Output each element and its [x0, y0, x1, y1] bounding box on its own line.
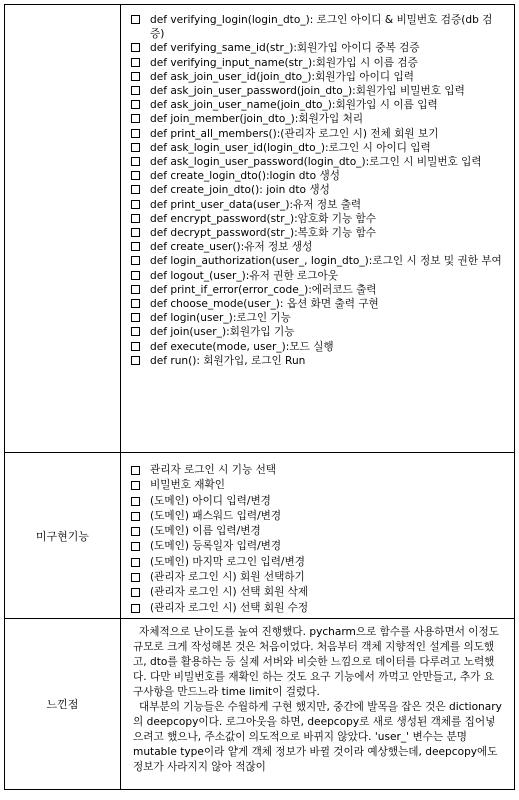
todo-item-text: (도메인) 마지막 로그인 입력/변경 — [150, 555, 305, 568]
impressions-row — [5, 619, 515, 790]
todo-item-text: (관리자 로그인 시) 선택 회원 수정 — [150, 601, 309, 614]
unimplemented-cell — [121, 453, 515, 619]
function-item-text: def join_member(join_dto_):회원가입 처리 — [150, 113, 364, 126]
checkbox-icon[interactable] — [131, 573, 140, 582]
todo-item-text: (도메인) 아이디 입력/변경 — [150, 494, 271, 507]
implemented-label — [5, 5, 121, 453]
function-item-text: def verifying_same_id(str_):회원가입 아이디 중복 검증 — [150, 42, 420, 55]
checkbox-icon[interactable] — [131, 200, 140, 209]
todo-item — [131, 601, 506, 616]
function-item-text: def decrypt_password(str_):복호화 기능 함수 — [150, 227, 377, 240]
function-item-text: def create_join_dto(): join dto 생성 — [150, 184, 330, 197]
todo-item — [131, 478, 506, 493]
function-item-text: def verifying_input_name(str_):회원가입 시 이름 검증 — [150, 56, 418, 69]
function-item-text: def login_authorization(user_, login_dto_):로그인 시 정보 및 권한 부여 — [150, 255, 502, 268]
todo-item — [131, 524, 506, 539]
checkbox-icon[interactable] — [131, 558, 140, 567]
function-item — [131, 141, 506, 155]
function-item — [131, 169, 506, 183]
function-item — [131, 283, 506, 297]
function-item-text: def ask_join_user_name(join_dto_):회원가입 시 이름 입력 — [150, 99, 438, 112]
todo-item-text: 비밀번호 재확인 — [150, 479, 226, 492]
checkbox-icon[interactable] — [131, 185, 140, 194]
checkbox-icon[interactable] — [131, 356, 140, 365]
function-item-text: def logout_(user_):유저 권한 로그아웃 — [150, 269, 338, 282]
todo-item — [131, 539, 506, 554]
checkbox-icon[interactable] — [131, 604, 140, 613]
todo-item — [131, 570, 506, 585]
function-item-text: def ask_join_user_password(join_dto_):회원가입 비밀번호 입력 — [150, 85, 465, 98]
implemented-function-list — [121, 5, 514, 368]
checkbox-icon[interactable] — [131, 512, 140, 521]
checkbox-icon[interactable] — [131, 242, 140, 251]
todo-item — [131, 555, 506, 570]
function-item — [131, 56, 506, 70]
function-item-text: def ask_login_user_id(login_dto_):로그인 시 아이디 입력 — [150, 141, 431, 154]
unimplemented-row — [5, 453, 515, 619]
function-item — [131, 155, 506, 169]
function-item — [131, 98, 506, 112]
impressions-paragraph: 대부분의 기능들은 수월하게 구현 했지만, 중간에 발목을 잡은 것은 dictionary의 deepcopy이다. 로그아웃을 하면, deepcopy로 새로 생성된 객체를 집어넣으려고 했으나, 주소값이 의도적으로 바뀌지 않았다. 'user_' 변수는 분명 mutable type이라 얕게 객체 정보가 바뀔 것이라 예상했는데, deepcopy에도 정보가 사라지지 않아 적잖이 — [133, 701, 502, 773]
function-item — [131, 127, 506, 141]
todo-item-text: (관리자 로그인 시) 선택 회원 삭제 — [150, 586, 309, 599]
function-item — [131, 198, 506, 212]
function-item — [131, 254, 506, 268]
function-item-text: def login(user_):로그인 기능 — [150, 312, 291, 325]
function-item — [131, 297, 506, 311]
function-item-text: def ask_login_user_password(login_dto_):로그인 시 비밀번호 입력 — [150, 156, 482, 169]
checkbox-icon[interactable] — [131, 313, 140, 322]
todo-item — [131, 494, 506, 509]
function-item — [131, 354, 506, 368]
implemented-cell — [121, 5, 515, 453]
function-item — [131, 13, 506, 41]
function-item — [131, 41, 506, 55]
function-item — [131, 311, 506, 325]
unimplemented-label: 미구현기능 — [5, 453, 121, 619]
checkbox-icon[interactable] — [131, 542, 140, 551]
function-item-text: def encrypt_password(str_):암호화 기능 함수 — [150, 212, 377, 225]
checkbox-icon[interactable] — [131, 214, 140, 223]
function-item — [131, 70, 506, 84]
checkbox-icon[interactable] — [131, 481, 140, 490]
function-item — [131, 340, 506, 354]
impressions-cell — [121, 619, 515, 790]
implemented-row — [5, 5, 515, 453]
checkbox-icon[interactable] — [131, 342, 140, 351]
todo-item-text: (도메인) 패스워드 입력/변경 — [150, 509, 282, 522]
function-item-text: def create_login_dto():login dto 생성 — [150, 170, 340, 183]
unimplemented-feature-list — [121, 453, 514, 616]
checkbox-icon[interactable] — [131, 171, 140, 180]
todo-item-text: (관리자 로그인 시) 회원 선택하기 — [150, 571, 305, 584]
todo-item — [131, 463, 506, 478]
checkbox-icon[interactable] — [131, 497, 140, 506]
function-item-text: def execute(mode, user_):모드 실행 — [150, 340, 334, 353]
impressions-text — [121, 619, 514, 775]
checkbox-icon[interactable] — [131, 588, 140, 597]
function-item — [131, 325, 506, 339]
function-item — [131, 84, 506, 98]
checkbox-icon[interactable] — [131, 114, 140, 123]
function-item — [131, 226, 506, 240]
checkbox-icon[interactable] — [131, 129, 140, 138]
function-item-text: def verifying_login(login_dto_): 로그인 아이디 & 비밀번호 검증(db 검증) — [150, 14, 493, 41]
function-item-text: def ask_join_user_id(join_dto_):회원가입 아이디 입력 — [150, 70, 414, 83]
function-item-text: def print_if_error(error_code_):에러코드 출력 — [150, 283, 377, 296]
impressions-label: 느낀점 — [5, 619, 121, 790]
checkbox-icon[interactable] — [131, 157, 140, 166]
todo-item-text: (도메인) 등록일자 입력/변경 — [150, 540, 282, 553]
checkbox-icon[interactable] — [131, 271, 140, 280]
checkbox-icon[interactable] — [131, 86, 140, 95]
function-item-text: def print_user_data(user_):유저 정보 출력 — [150, 198, 362, 211]
todo-item — [131, 585, 506, 600]
function-item — [131, 240, 506, 254]
checkbox-icon[interactable] — [131, 527, 140, 536]
todo-item — [131, 509, 506, 524]
checkbox-icon[interactable] — [131, 58, 140, 67]
checkbox-icon[interactable] — [131, 299, 140, 308]
function-item-text: def print_all_members():(관리자 로그인 시) 전체 회원 보기 — [150, 127, 439, 140]
checkbox-icon[interactable] — [131, 327, 140, 336]
checkbox-icon[interactable] — [131, 285, 140, 294]
checkbox-icon[interactable] — [131, 43, 140, 52]
function-item-text: def run(): 회원가입, 로그인 Run — [150, 354, 306, 367]
checkbox-icon[interactable] — [131, 256, 140, 265]
function-item-text: def choose_mode(user_): 옵션 화면 출력 구현 — [150, 298, 379, 311]
todo-item-text: (도메인) 이름 입력/변경 — [150, 525, 261, 538]
checkbox-icon[interactable] — [131, 72, 140, 81]
checkbox-icon[interactable] — [131, 143, 140, 152]
function-item — [131, 212, 506, 226]
checkbox-icon[interactable] — [131, 228, 140, 237]
function-item — [131, 183, 506, 197]
checkbox-icon[interactable] — [131, 466, 140, 475]
function-item — [131, 269, 506, 283]
function-item — [131, 112, 506, 126]
checkbox-icon[interactable] — [131, 100, 140, 109]
review-table — [4, 4, 515, 790]
checkbox-icon[interactable] — [131, 15, 140, 24]
function-item-text: def join(user_):회원가입 기능 — [150, 326, 295, 339]
function-item-text: def create_user():유저 정보 생성 — [150, 241, 313, 254]
impressions-paragraph: 자체적으로 난이도를 높여 진행했다. pycharm으로 함수를 사용하면서 이정도 규모로 크게 작성해본 것은 처음이었다. 처음부터 객체 지향적인 설계를 의도했고, dto를 활용하는 등 실제 서버와 비슷한 느낌으로 데이터를 다루려고 노력했다. 다만 비밀번호를 재확인 하는 것도 요구 기능에서 까먹고 안만들고, 추가 요구사항을 만드느라 time limit이 걸렸다. — [133, 626, 499, 698]
todo-item-text: 관리자 로그인 시 기능 선택 — [150, 464, 277, 476]
